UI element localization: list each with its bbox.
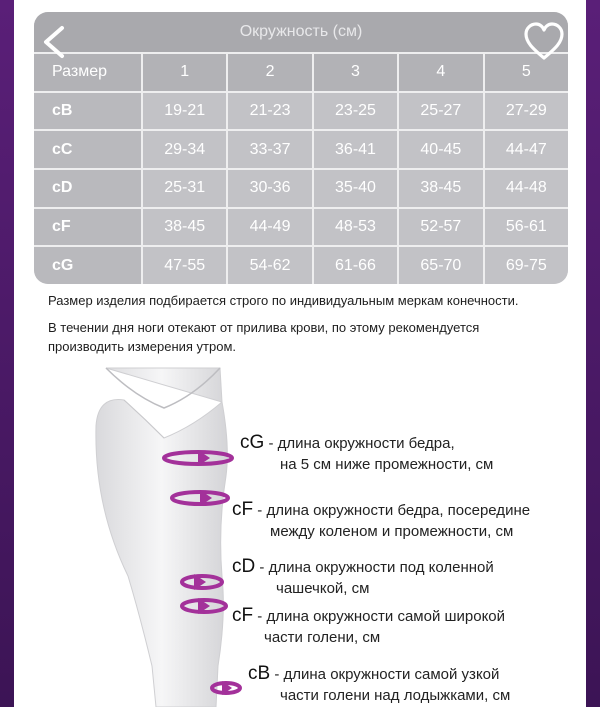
table-cell: 33-37 bbox=[226, 129, 311, 168]
table-cell: 48-53 bbox=[312, 207, 397, 246]
table-cell: 52-57 bbox=[397, 207, 482, 246]
table-cell: 40-45 bbox=[397, 129, 482, 168]
table-cell: 35-40 bbox=[312, 168, 397, 207]
frame-left bbox=[0, 0, 14, 707]
frame-right bbox=[586, 0, 600, 707]
row-code: cD bbox=[34, 168, 141, 207]
table-cell: 36-41 bbox=[312, 129, 397, 168]
table-cell: 61-66 bbox=[312, 245, 397, 284]
table-cell: 44-48 bbox=[483, 168, 568, 207]
table-cell: 30-36 bbox=[226, 168, 311, 207]
table-cell: 25-27 bbox=[397, 91, 482, 130]
table-cell: 27-29 bbox=[483, 91, 568, 130]
note-line: В течении дня ноги отекают от прилива крови, по этому рекомендуется bbox=[48, 320, 480, 335]
leg-illustration bbox=[94, 366, 254, 707]
table-cell: 69-75 bbox=[483, 245, 568, 284]
row-code: cF bbox=[34, 207, 141, 246]
table-cell: 65-70 bbox=[397, 245, 482, 284]
header-cell: 3 bbox=[312, 52, 397, 91]
header-cell: Размер bbox=[34, 52, 141, 91]
table-row bbox=[34, 129, 568, 168]
table-cell: 19-21 bbox=[141, 91, 226, 130]
row-code: cC bbox=[34, 129, 141, 168]
table-cell: 44-47 bbox=[483, 129, 568, 168]
header-cell: 4 bbox=[397, 52, 482, 91]
table-row bbox=[34, 168, 568, 207]
size-grid bbox=[34, 52, 568, 284]
row-code: cB bbox=[34, 91, 141, 130]
table-cell: 47-55 bbox=[141, 245, 226, 284]
label-code: cD bbox=[232, 556, 256, 577]
label-code: cG bbox=[240, 432, 265, 453]
table-header-row bbox=[34, 52, 568, 91]
table-row bbox=[34, 207, 568, 246]
note-measure-morning bbox=[48, 318, 588, 356]
label-cb bbox=[248, 663, 510, 706]
row-code: cG bbox=[34, 245, 141, 284]
table-cell: 38-45 bbox=[141, 207, 226, 246]
label-cf-thigh bbox=[232, 499, 530, 542]
note-size-selection: Размер изделия подбирается строго по индивидуальным меркам конечности. bbox=[48, 293, 519, 308]
header-cell: 2 bbox=[226, 52, 311, 91]
label-code: cF bbox=[232, 605, 254, 626]
header-cell: 5 bbox=[483, 52, 568, 91]
label-cg bbox=[240, 432, 493, 475]
table-row bbox=[34, 91, 568, 130]
table-row bbox=[34, 245, 568, 284]
label-text: - длина окружности бедра, посередине bbox=[253, 502, 531, 519]
label-cf-calf bbox=[232, 605, 505, 648]
label-text: между коленом и промежности, см bbox=[270, 523, 514, 540]
label-text: - длина окружности самой узкой bbox=[270, 666, 500, 683]
table-cell: 38-45 bbox=[397, 168, 482, 207]
table-cell: 54-62 bbox=[226, 245, 311, 284]
label-text: - длина окружности самой широкой bbox=[253, 608, 506, 625]
label-code: cF bbox=[232, 499, 254, 520]
label-cd bbox=[232, 556, 494, 599]
label-text: части голени, см bbox=[264, 629, 381, 646]
size-table bbox=[34, 12, 568, 284]
heart-outline-icon[interactable] bbox=[522, 20, 566, 64]
label-text: чашечкой, см bbox=[276, 580, 370, 597]
label-text: - длина окружности бедра, bbox=[264, 435, 455, 452]
table-cell: 23-25 bbox=[312, 91, 397, 130]
header-cell: 1 bbox=[141, 52, 226, 91]
table-cell: 29-34 bbox=[141, 129, 226, 168]
note-line: производить измерения утром. bbox=[48, 339, 237, 354]
label-code: cB bbox=[248, 663, 271, 684]
table-cell: 21-23 bbox=[226, 91, 311, 130]
label-text: на 5 см ниже промежности, см bbox=[280, 456, 494, 473]
label-text: - длина окружности под коленной bbox=[255, 559, 494, 576]
chevron-left-icon[interactable] bbox=[36, 22, 76, 62]
table-cell: 56-61 bbox=[483, 207, 568, 246]
table-cell: 25-31 bbox=[141, 168, 226, 207]
table-cell: 44-49 bbox=[226, 207, 311, 246]
table-title: Окружность (см) bbox=[34, 12, 568, 52]
label-text: части голени над лодыжками, см bbox=[280, 687, 511, 704]
product-image bbox=[14, 0, 586, 707]
